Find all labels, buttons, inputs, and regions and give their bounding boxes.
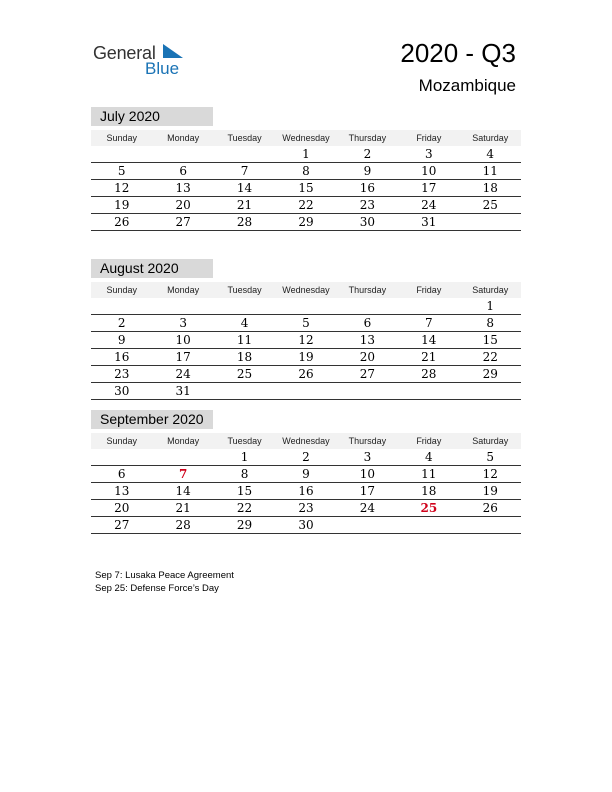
- day-cell: 17: [421, 181, 437, 195]
- day-cell: 3: [363, 450, 372, 464]
- week-row: [91, 366, 521, 383]
- day-cell: [152, 146, 213, 162]
- day-cell: 19: [482, 484, 498, 498]
- month-label: September 2020: [91, 410, 213, 429]
- day-cell: 26: [114, 215, 130, 229]
- day-cell: 26: [482, 501, 498, 515]
- day-cell: 6: [179, 164, 187, 178]
- day-cell: 18: [421, 484, 437, 498]
- day-cell: [337, 383, 398, 399]
- day-cell: [91, 146, 152, 162]
- day-cell: 26: [298, 367, 314, 381]
- day-cell: 15: [482, 333, 498, 347]
- day-cell: 6: [363, 316, 372, 330]
- weekday-label: Monday: [167, 285, 200, 295]
- weekday-label: Saturday: [472, 133, 509, 143]
- day-cell: 4: [425, 450, 433, 464]
- day-cell: 10: [175, 333, 191, 347]
- day-cell: 10: [421, 164, 437, 178]
- holiday-note: Sep 7: Lusaka Peace Agreement: [95, 570, 234, 581]
- day-cell: 11: [421, 467, 437, 481]
- day-cell: 22: [298, 198, 314, 212]
- day-cell: 21: [175, 501, 191, 515]
- week-row: [91, 180, 521, 197]
- day-cell: 27: [175, 215, 191, 229]
- week-row: [91, 517, 521, 534]
- day-cell: 24: [421, 198, 437, 212]
- day-cell: [275, 383, 336, 399]
- day-cell: 10: [359, 467, 376, 481]
- day-cell: 22: [482, 350, 498, 364]
- day-cell: [460, 214, 521, 230]
- day-cell: 19: [298, 350, 314, 364]
- week-row: [91, 483, 521, 500]
- weekday-label: Tuesday: [227, 436, 262, 446]
- day-cell: [214, 298, 275, 314]
- day-cell: 5: [117, 164, 126, 178]
- day-cell: 14: [175, 484, 191, 498]
- day-cell: 24: [359, 501, 376, 515]
- day-cell: [398, 298, 459, 314]
- day-cell: [214, 383, 275, 399]
- day-cell: 13: [359, 333, 376, 347]
- week-row: [91, 349, 521, 366]
- weekday-header: [91, 282, 521, 298]
- day-cell: 30: [359, 215, 376, 229]
- day-cell: 1: [486, 299, 495, 313]
- weekday-label: Thursday: [348, 436, 387, 446]
- logo-flag-icon: [161, 44, 183, 60]
- day-cell: 8: [302, 164, 310, 178]
- day-cell: 24: [175, 367, 191, 381]
- day-cell: 5: [486, 450, 495, 464]
- day-cell: 9: [363, 164, 372, 178]
- day-cell: 7: [178, 467, 188, 481]
- week-row: [91, 500, 521, 517]
- day-cell: 15: [236, 484, 253, 498]
- day-cell: 12: [114, 181, 130, 195]
- day-cell: 25: [420, 501, 438, 515]
- day-cell: 29: [298, 215, 314, 229]
- day-cell: 13: [175, 181, 191, 195]
- day-cell: 31: [175, 384, 191, 398]
- day-cell: 1: [302, 147, 310, 161]
- page-title: 2020 - Q3: [400, 38, 516, 68]
- day-cell: 2: [302, 450, 310, 464]
- day-cell: 28: [421, 367, 437, 381]
- weekday-label: Tuesday: [227, 285, 262, 295]
- day-cell: 23: [114, 367, 130, 381]
- day-cell: [337, 517, 398, 533]
- day-cell: 25: [482, 198, 498, 212]
- weekday-header: [91, 433, 521, 449]
- weekday-label: Thursday: [348, 285, 387, 295]
- weekday-label: Saturday: [472, 285, 509, 295]
- day-cell: 22: [236, 501, 253, 515]
- day-cell: [152, 449, 213, 465]
- day-cell: 9: [117, 333, 126, 347]
- day-cell: [398, 517, 459, 533]
- day-cell: 18: [482, 181, 498, 195]
- day-cell: 30: [114, 384, 130, 398]
- day-cell: [152, 298, 213, 314]
- weekday-label: Monday: [167, 133, 200, 143]
- weekday-label: Friday: [416, 133, 442, 143]
- day-cell: 11: [482, 164, 498, 178]
- country-name: Mozambique: [418, 76, 516, 95]
- day-cell: 4: [240, 316, 249, 330]
- day-cell: [337, 298, 398, 314]
- day-cell: [91, 298, 152, 314]
- day-cell: [460, 517, 521, 533]
- month-label: August 2020: [91, 259, 213, 278]
- week-row: [91, 466, 521, 483]
- day-cell: 11: [236, 333, 253, 347]
- day-cell: 2: [117, 316, 126, 330]
- week-row: [91, 332, 521, 349]
- day-cell: 6: [117, 467, 126, 481]
- weekday-label: Wednesday: [282, 285, 330, 295]
- weekday-label: Sunday: [106, 436, 137, 446]
- month-label: July 2020: [91, 107, 213, 126]
- weekday-label: Sunday: [106, 133, 137, 143]
- weekday-label: Wednesday: [282, 436, 330, 446]
- day-cell: 30: [298, 518, 314, 532]
- day-cell: 29: [236, 518, 253, 532]
- day-cell: 9: [302, 467, 310, 481]
- day-cell: 12: [482, 467, 498, 481]
- day-cell: 8: [240, 467, 249, 481]
- day-cell: 23: [359, 198, 376, 212]
- logo-blue-text: Blue: [145, 59, 180, 78]
- day-cell: 4: [486, 147, 495, 161]
- holiday-notes: [95, 569, 234, 595]
- weekday-label: Sunday: [106, 285, 137, 295]
- day-cell: [275, 298, 336, 314]
- day-cell: 3: [179, 316, 187, 330]
- day-cell: [214, 146, 275, 162]
- day-cell: 31: [421, 215, 437, 229]
- month-september: [91, 410, 521, 534]
- day-cell: 3: [425, 147, 433, 161]
- day-cell: 14: [421, 333, 437, 347]
- day-cell: 2: [363, 147, 372, 161]
- day-cell: 20: [359, 350, 376, 364]
- day-cell: 20: [175, 198, 191, 212]
- weekday-label: Tuesday: [227, 133, 262, 143]
- day-cell: 18: [236, 350, 253, 364]
- week-row: [91, 449, 521, 466]
- day-cell: 1: [240, 450, 249, 464]
- weekday-label: Thursday: [348, 133, 387, 143]
- day-cell: 19: [114, 198, 130, 212]
- day-cell: 28: [236, 215, 253, 229]
- day-cell: 17: [175, 350, 191, 364]
- day-cell: 7: [425, 316, 433, 330]
- day-cell: 17: [359, 484, 376, 498]
- holiday-note: Sep 25: Defense Force’s Day: [95, 583, 219, 594]
- day-cell: 14: [236, 181, 253, 195]
- day-cell: 13: [114, 484, 130, 498]
- week-row: [91, 383, 521, 400]
- day-cell: [460, 383, 521, 399]
- day-cell: 28: [175, 518, 191, 532]
- weekday-label: Wednesday: [282, 133, 330, 143]
- week-row: [91, 146, 521, 163]
- day-cell: 21: [236, 198, 253, 212]
- day-cell: 7: [240, 164, 249, 178]
- weekday-header: [91, 130, 521, 146]
- weekday-label: Monday: [167, 436, 200, 446]
- week-row: [91, 214, 521, 231]
- day-cell: 21: [421, 350, 437, 364]
- week-row: [91, 315, 521, 332]
- day-cell: 20: [114, 501, 130, 515]
- day-cell: 12: [298, 333, 314, 347]
- day-cell: 29: [482, 367, 498, 381]
- day-cell: [398, 383, 459, 399]
- weekday-label: Friday: [416, 285, 442, 295]
- weekday-label: Saturday: [472, 436, 509, 446]
- day-cell: 15: [298, 181, 314, 195]
- day-cell: 27: [114, 518, 130, 532]
- day-cell: 16: [114, 350, 130, 364]
- day-cell: 16: [298, 484, 314, 498]
- day-cell: 25: [236, 367, 253, 381]
- logo-general-text: General: [93, 43, 156, 63]
- week-row: [91, 163, 521, 180]
- day-cell: 23: [298, 501, 314, 515]
- day-cell: 8: [486, 316, 495, 330]
- day-cell: [91, 449, 152, 465]
- week-row: [91, 298, 521, 315]
- month-august: [91, 259, 521, 400]
- day-cell: 5: [302, 316, 310, 330]
- weekday-label: Friday: [416, 436, 442, 446]
- week-row: [91, 197, 521, 214]
- day-cell: 27: [359, 367, 376, 381]
- month-july: [91, 107, 521, 231]
- day-cell: 16: [359, 181, 376, 195]
- logo: [93, 40, 193, 80]
